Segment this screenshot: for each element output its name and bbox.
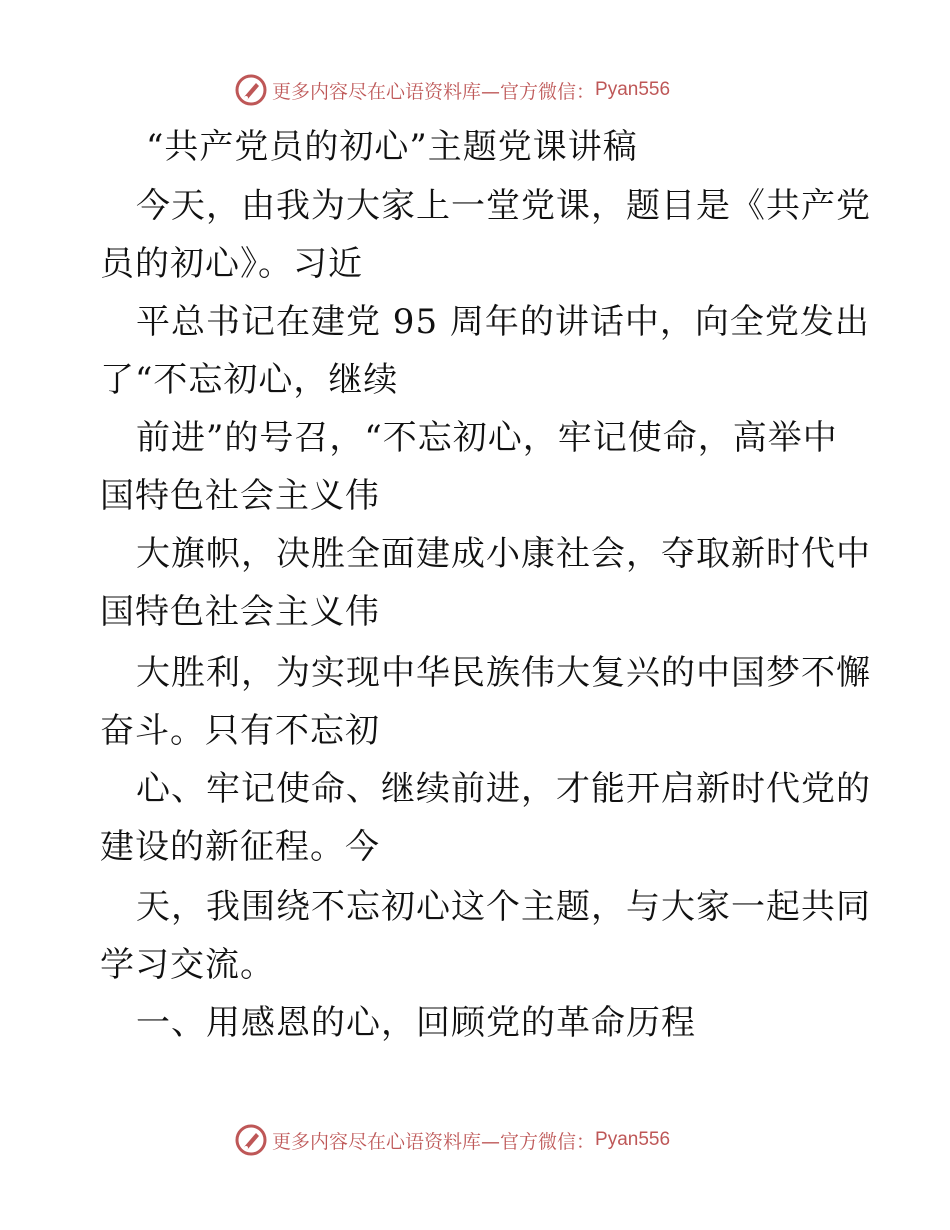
pen-nib-logo-icon [234, 1123, 268, 1157]
body-line: 奋斗。只有不忘初 [100, 711, 380, 751]
watermark-header [234, 72, 670, 108]
body-line: 建设的新征程。今 [100, 827, 380, 867]
body-line: 员的初心》。习近 [100, 244, 363, 284]
body-line: 国特色社会主义伟 [100, 476, 380, 516]
body-line: 前进”的号召，“不忘初心，牢记使命，高举中 [136, 418, 838, 458]
body-line: 了“不忘初心，继续 [100, 360, 399, 400]
section-heading: 一、用感恩的心，回顾党的革命历程 [136, 1003, 696, 1043]
watermark-text: 更多内容尽在心语资料库—官方微信： [272, 1130, 596, 1153]
body-line: 天，我围绕不忘初心这个主题，与大家一起共同 [136, 887, 871, 927]
body-line: 平总书记在建党 95 周年的讲话中，向全党发出 [136, 302, 870, 342]
watermark-text: 更多内容尽在心语资料库—官方微信： [272, 80, 596, 103]
watermark-footer [234, 1122, 670, 1158]
document-title: “共产党员的初心”主题党课讲稿 [146, 127, 638, 167]
body-line: 大旗帜，决胜全面建成小康社会，夺取新时代中 [136, 534, 871, 574]
watermark-handle: Pyan556 [595, 1129, 671, 1150]
pen-nib-logo-icon [234, 73, 268, 107]
body-line: 国特色社会主义伟 [100, 592, 380, 632]
body-line: 心、牢记使命、继续前进，才能开启新时代党的 [136, 769, 871, 809]
watermark-handle: Pyan556 [595, 79, 671, 100]
body-line: 大胜利，为实现中华民族伟大复兴的中国梦不懈 [136, 653, 871, 693]
body-line: 今天，由我为大家上一堂党课，题目是《共产党 [136, 186, 871, 226]
body-line: 学习交流。 [100, 945, 275, 985]
